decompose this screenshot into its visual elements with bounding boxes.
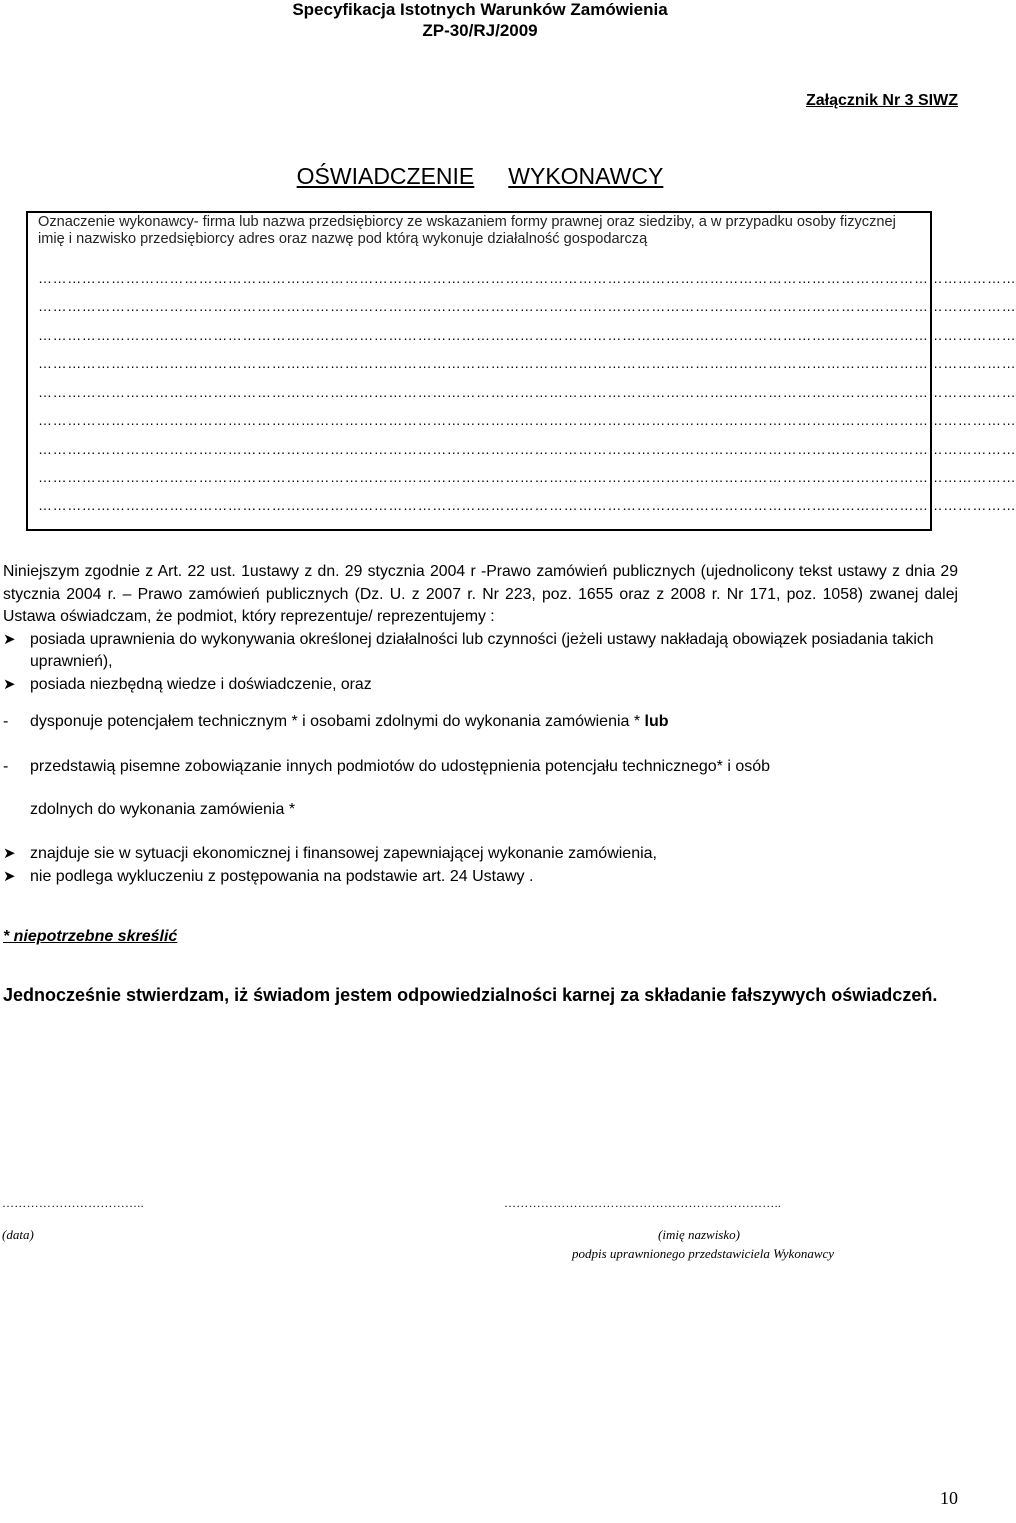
contractor-dotted-line: …………………………………………………………………………………………………………………………………………………………………………………	[38, 441, 1016, 457]
list-item-text: posiada niezbędną wiedze i doświadczenie, oraz	[30, 675, 372, 693]
dash-item-text: przedstawią pisemne zobowiązanie innych podmiotów do udostępnienia potencjału technicznego* i osób	[30, 758, 771, 775]
contractor-box-label: Oznaczenie wykonawcy- firma lub nazwa przedsiębiorcy ze wskazaniem formy prawnej oraz siedziby, a w przypadku osoby fizycznej imię i nazwisko przedsiębiorcy adres oraz nazwę pod którą wykonuje działalność gospodarczą	[38, 214, 896, 247]
statement-intro: Niniejszym zgodnie z Art. 22 ust. 1ustawy z dn. 29 stycznia 2004 r -Prawo zamówień publicznych (ujednolicony tekst ustawy z dnia 29 stycznia 2004 r. – Prawo zamówień publicznych (Dz. U. z 2007 r. Nr 223, poz. 1655 oraz z 2008 r. Nr 171, poz. 1058) zwanej dalej Ustawa oświadczam, że podmiot, który reprezentuje/ reprezentujemy :	[3, 563, 958, 625]
list-item-text: nie podlega wykluczeniu z postępowania na podstawie art. 24 Ustawy .	[30, 868, 534, 885]
document-title	[0, 163, 960, 190]
dash-item	[3, 711, 958, 733]
contractor-dotted-line: …………………………………………………………………………………………………………………………………………………………………………………	[38, 497, 1016, 513]
header-reference: ZP-30/RJ/2009	[422, 21, 538, 40]
dash-item-continuation: zdolnych do wykonania zamówienia *	[30, 801, 296, 818]
header-title: Specyfikacja Istotnych Warunków Zamówienia	[292, 0, 668, 19]
page-number: 10	[940, 1488, 958, 1508]
annex-label: Załącznik Nr 3 SIWZ	[805, 92, 958, 109]
name-label: (imię nazwisko)	[658, 1227, 740, 1242]
title-word-2: WYKONAWCY	[508, 163, 664, 189]
dash-symbol: -	[3, 758, 9, 775]
contractor-dotted-line: …………………………………………………………………………………………………………………………………………………………………………………	[38, 469, 1016, 485]
dash-item	[3, 756, 958, 778]
statement-section	[3, 561, 958, 696]
list-item-text: znajduje sie w sytuacji ekonomicznej i finansowej zapewniającej wykonanie zamówienia,	[30, 845, 657, 862]
date-label: (data)	[2, 1227, 34, 1242]
contractor-box	[26, 211, 1016, 531]
list-item	[3, 865, 958, 888]
arrow-bullet-icon: ➤	[3, 868, 16, 885]
list-item	[3, 674, 958, 697]
contractor-dotted-line: …………………………………………………………………………………………………………………………………………………………………………………	[38, 355, 1016, 371]
dash-item-bold: lub	[644, 713, 669, 730]
declaration: Jednocześnie stwierdzam, iż świadom jestem odpowiedzialności karnej za składanie fałszywych oświadczeń.	[3, 985, 938, 1005]
contractor-dotted-line: …………………………………………………………………………………………………………………………………………………………………………………	[38, 327, 1016, 343]
title-word-1: OŚWIADCZENIE	[296, 163, 475, 189]
list-item	[3, 842, 958, 865]
signature-label: podpis uprawnionego przedstawiciela Wykonawcy	[572, 1246, 835, 1261]
arrow-bullet-icon: ➤	[3, 630, 16, 648]
list-item	[3, 629, 958, 674]
footnote: * niepotrzebne skreślić	[3, 928, 178, 945]
arrow-bullet-icon: ➤	[3, 675, 16, 693]
name-signature-line: …………………………………………………………..	[504, 1196, 782, 1210]
date-signature-line: ……………………………..	[2, 1196, 144, 1210]
arrow-bullet-icon: ➤	[3, 845, 16, 862]
contractor-dotted-line: …………………………………………………………………………………………………………………………………………………………………………………	[38, 412, 1016, 428]
contractor-dotted-line: …………………………………………………………………………………………………………………………………………………………………………………	[38, 384, 1016, 400]
dash-symbol: -	[3, 713, 9, 730]
dash-item-text: dysponuje potencjałem technicznym * i osobami zdolnymi do wykonania zamówienia *	[30, 713, 641, 730]
contractor-dotted-line: …………………………………………………………………………………………………………………………………………………………………………………	[38, 298, 1016, 314]
contractor-dotted-line: …………………………………………………………………………………………………………………………………………………………………………………	[38, 270, 1016, 286]
list-item-text: posiada uprawnienia do wykonywania określonej działalności lub czynności (jeżeli ustawy nakładają obowiązek posiadania takich uprawnień),	[30, 630, 934, 670]
conditions-list	[3, 842, 958, 888]
